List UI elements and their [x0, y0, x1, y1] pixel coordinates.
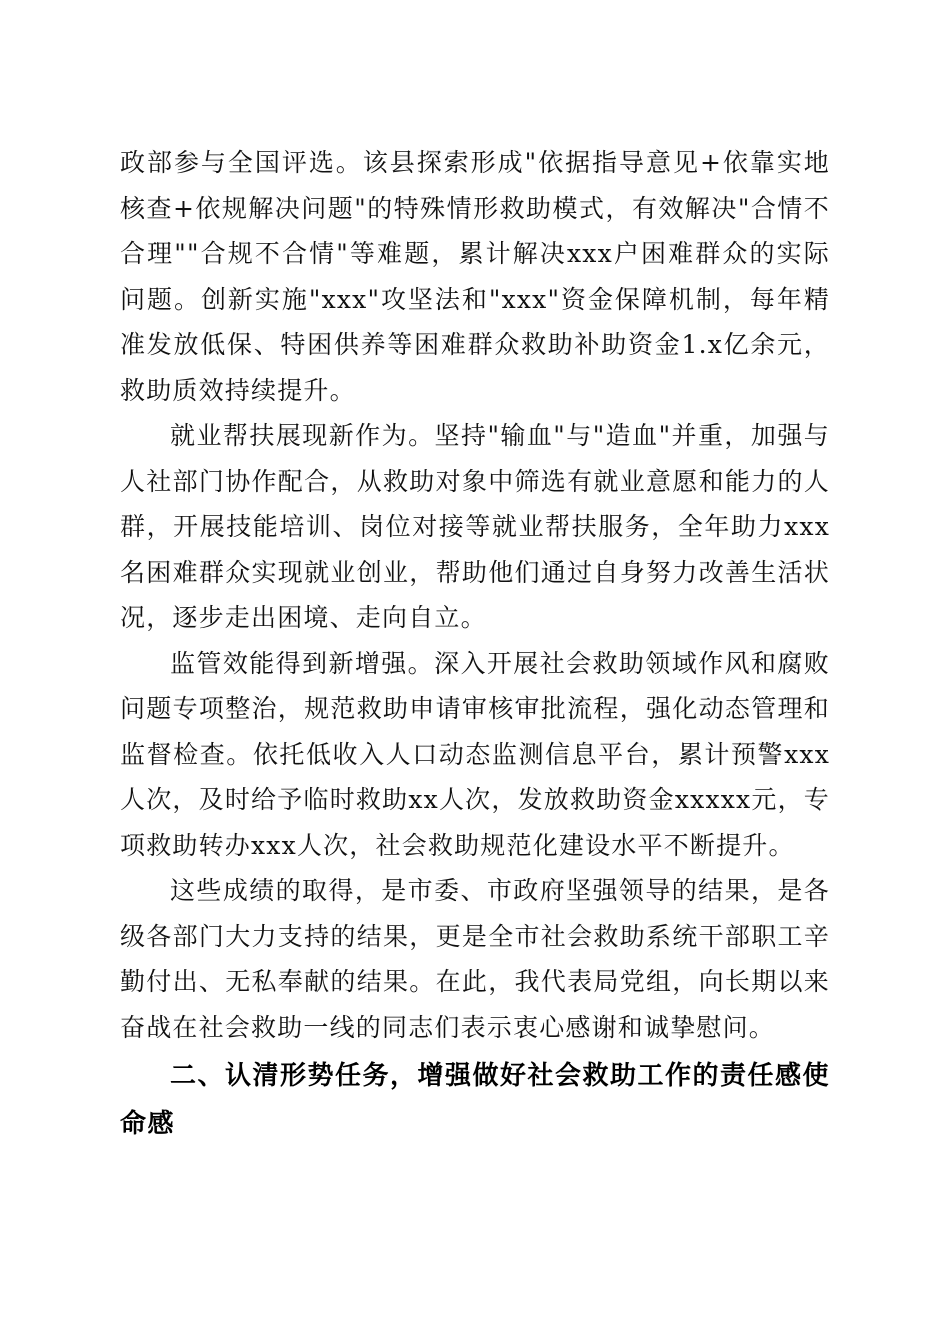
paragraph-acknowledgement: 这些成绩的取得，是市委、市政府坚强领导的结果，是各级各部门大力支持的结果，更是全市社会救助系统干部职工辛勤付出、无私奉献的结果。在此，我代表局党组，向长期以来奋战在社会救助一线的同志们表示衷心感谢和诚挚慰问。: [120, 876, 830, 1042]
paragraph-continuation: 政部参与全国评选。该县探索形成"依据指导意见+依靠实地核查+依规解决问题"的特殊情形救助模式，有效解决"合情不合理""合规不合情"等难题，累计解决xxx户困难群众的实际问题。创新实施"xxx"攻坚法和"xxx"资金保障机制，每年精准发放低保、特困供养等困难群众救助补助资金1.x亿余元，救助质效持续提升。: [120, 148, 830, 405]
paragraph-employment-support: 就业帮扶展现新作为。坚持"输血"与"造血"并重，加强与人社部门协作配合，从救助对象中筛选有就业意愿和能力的人群，开展技能培训、岗位对接等就业帮扶服务，全年助力xxx名困难群众实现就业创业，帮助他们通过自身努力改善生活状况，逐步走出困境、走向自立。: [120, 421, 830, 632]
section-heading: 二、认清形势任务，增强做好社会救助工作的责任感使命感: [120, 1061, 831, 1139]
document-body: [120, 140, 830, 1148]
paragraph-supervision: 监管效能得到新增强。深入开展社会救助领域作风和腐败问题专项整治，规范救助申请审核审批流程，强化动态管理和监督检查。依托低收入人口动态监测信息平台，累计预警xxx人次，及时给予临时救助xx人次，发放救助资金xxxxx元，专项救助转办xxx人次，社会救助规范化建设水平不断提升。: [120, 648, 830, 860]
